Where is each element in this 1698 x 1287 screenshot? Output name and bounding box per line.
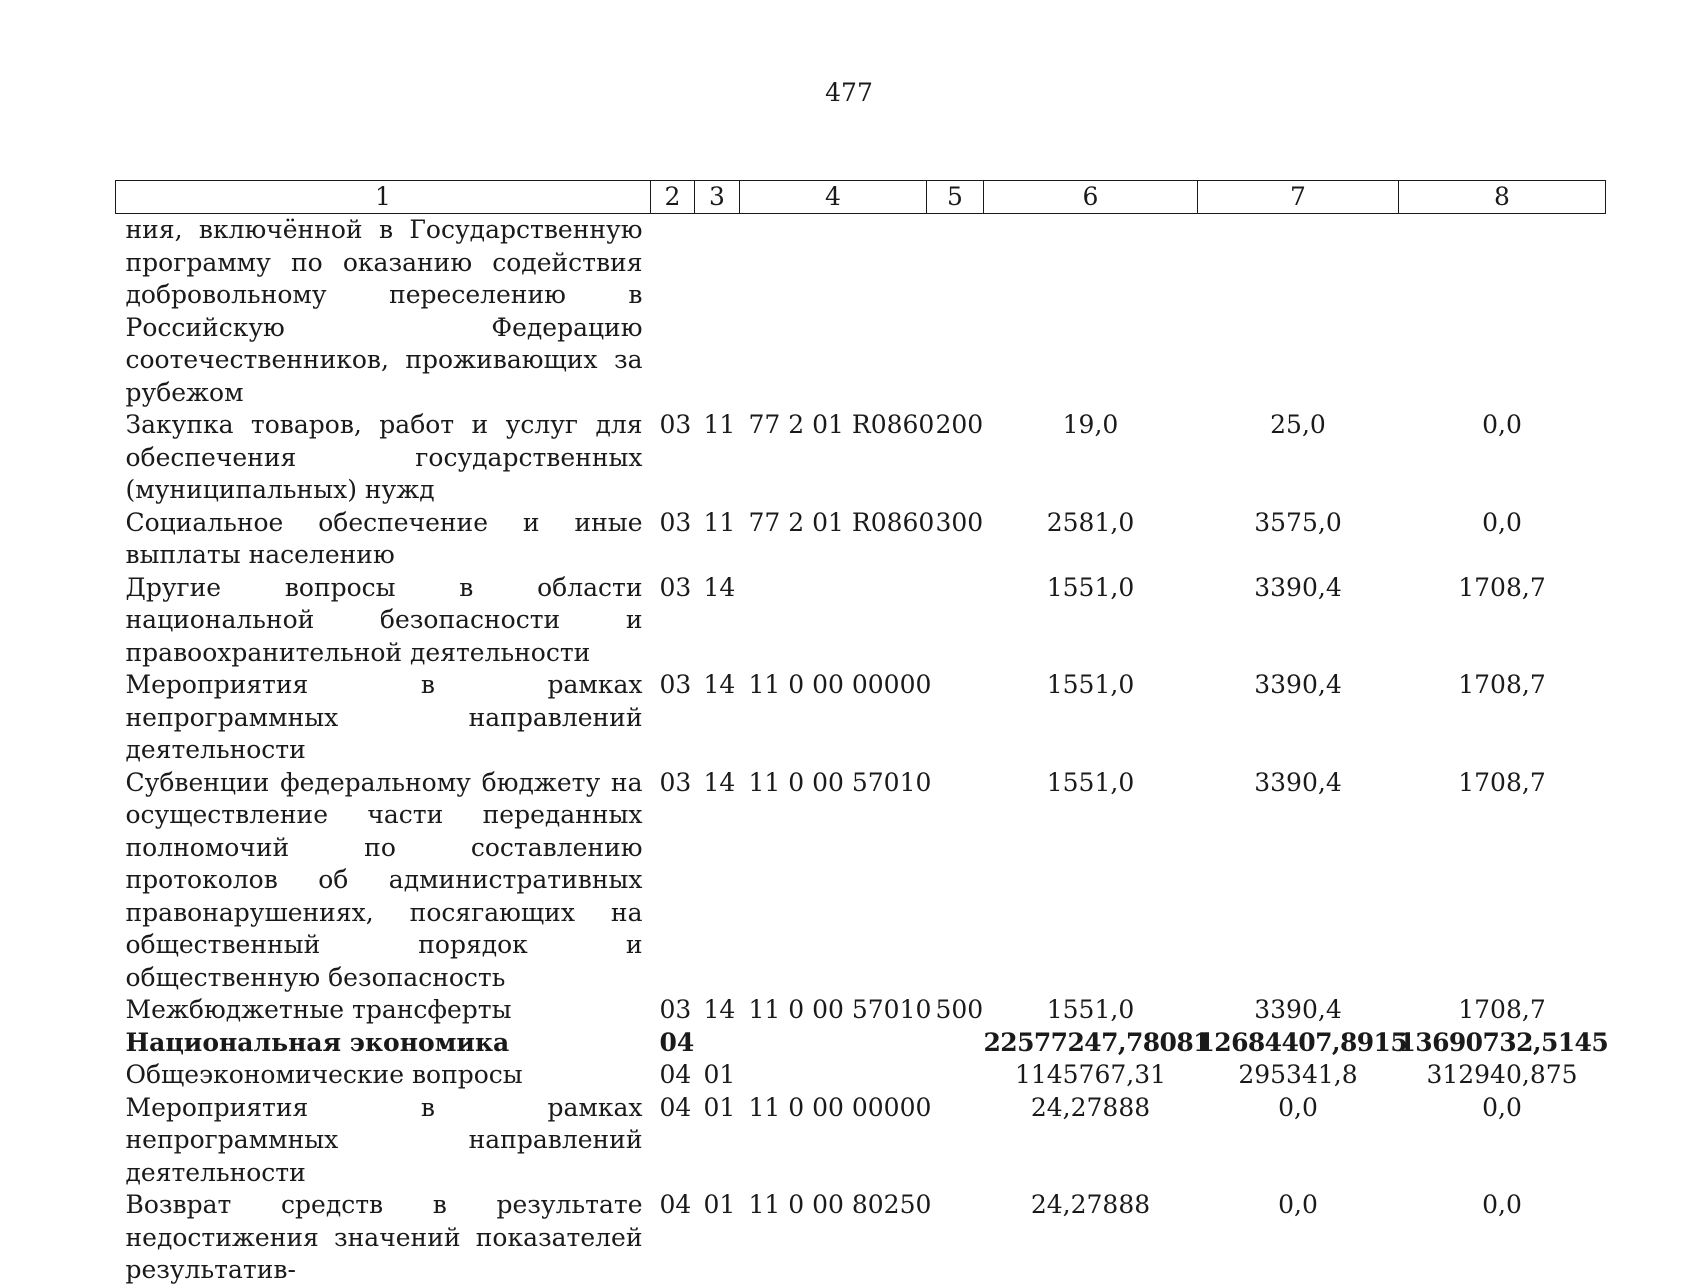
amount-col8-cell: 0,0 (1482, 1092, 1522, 1122)
table-row (116, 572, 1606, 670)
target-article-cell: 11 0 00 57010 (748, 995, 932, 1024)
amount-col8-cell: 1708,7 (1458, 995, 1546, 1024)
target-article-cell: 11 0 00 80250 (748, 1190, 932, 1219)
section-code-cell: 03 (659, 507, 692, 537)
target-article-cell: 77 2 01 R0860 (748, 410, 935, 439)
expense-type-cell (927, 214, 984, 410)
target-article-cell: 11 0 00 00000 (748, 670, 932, 699)
subsection-code-cell: 11 (703, 410, 736, 439)
subsection-code-cell: 01 (703, 1190, 736, 1219)
section-code-cell: 03 (659, 670, 692, 699)
amount-col8-cell: 1708,7 (1458, 572, 1546, 602)
name-cell: Субвенции федеральному бюджету на осуществление части переданных полномочий по составлению протоколов об административных правонарушениях, посягающих на общественный порядок и общественную безопасность (125, 767, 643, 992)
amount-col7-cell: 3390,4 (1254, 995, 1342, 1024)
amount-col8-cell: 13690732,5145 (1398, 1027, 1609, 1057)
subsection-code-cell: 14 (703, 767, 736, 797)
table-row (116, 409, 1606, 507)
name-cell: Межбюджетные трансферты (125, 995, 512, 1024)
amount-col6-cell: 24,27888 (1030, 1092, 1151, 1122)
expense-type-cell: 300 (935, 507, 984, 537)
section-code-cell: 04 (659, 1060, 692, 1089)
amount-col6-cell (984, 214, 1198, 410)
amount-col6-cell: 2581,0 (1046, 507, 1135, 537)
amount-col6-cell: 1145767,31 (1014, 1060, 1167, 1089)
subsection-code-cell: 14 (703, 670, 736, 699)
target-article-cell: 77 2 01 R0860 (748, 507, 935, 537)
subsection-code-cell (695, 214, 740, 410)
expense-type-cell (927, 767, 984, 995)
section-code-cell: 03 (659, 767, 692, 797)
expense-type-cell: 500 (935, 995, 984, 1024)
header-cell-7: 7 (1198, 181, 1399, 214)
expense-type-cell: 200 (935, 410, 984, 439)
header-row (116, 181, 1606, 214)
header-cell-3: 3 (695, 181, 740, 214)
table-row (116, 994, 1606, 1027)
target-article-cell (740, 572, 927, 670)
amount-col8-cell: 0,0 (1482, 507, 1522, 537)
section-code-cell: 04 (659, 1190, 692, 1219)
name-cell: Национальная экономика (125, 1027, 510, 1057)
amount-col8-cell: 0,0 (1482, 410, 1522, 439)
table-row (116, 1092, 1606, 1190)
amount-col6-cell: 1551,0 (1046, 572, 1135, 602)
amount-col7-cell: 3390,4 (1254, 767, 1342, 797)
table-row (116, 767, 1606, 995)
target-article-cell: 11 0 00 00000 (748, 1092, 932, 1122)
expense-type-cell (927, 1027, 984, 1060)
name-cell: ния, включённой в Государственную программу по оказанию содействия добровольному переселению в Российскую Федерацию соотечественников, проживающих за рубежом (125, 215, 643, 407)
section-code-cell: 04 (659, 1092, 692, 1122)
amount-col6-cell: 22577247,78081 (983, 1027, 1210, 1057)
subsection-code-cell: 01 (703, 1092, 736, 1122)
amount-col8-cell: 0,0 (1482, 1190, 1522, 1219)
amount-col7-cell: 0,0 (1278, 1190, 1318, 1219)
amount-col7-cell: 12684407,8915 (1197, 1027, 1408, 1057)
amount-col6-cell: 1551,0 (1046, 670, 1135, 699)
header-cell-8: 8 (1399, 181, 1606, 214)
section-code-cell: 03 (659, 995, 692, 1024)
subsection-code-cell: 14 (703, 995, 736, 1024)
table-body (116, 214, 1609, 1287)
amount-col7-cell: 295341,8 (1238, 1060, 1358, 1089)
header-cell-2: 2 (651, 181, 695, 214)
target-article-cell: 11 0 00 57010 (748, 767, 932, 797)
amount-col7-cell (1198, 214, 1399, 410)
section-code-cell (651, 214, 695, 410)
table-row (116, 1027, 1606, 1060)
expense-type-cell (927, 669, 984, 767)
name-cell: Общеэкономические вопросы (125, 1060, 523, 1089)
amount-col6-cell: 1551,0 (1046, 995, 1135, 1024)
amount-col7-cell: 25,0 (1270, 410, 1326, 439)
subsection-code-cell (695, 1027, 740, 1060)
expense-type-cell (927, 1189, 984, 1287)
table-row (116, 1059, 1606, 1092)
expense-type-cell (927, 1092, 984, 1190)
section-code-cell: 03 (659, 410, 692, 439)
name-cell: Мероприятия в рамках непрограммных направлений деятельности (125, 670, 643, 764)
target-article-cell (740, 214, 927, 410)
name-cell: Другие вопросы в области национальной безопасности и правоохранительной деятельности (125, 572, 643, 667)
amount-col6-cell: 1551,0 (1046, 767, 1135, 797)
subsection-code-cell: 11 (703, 507, 736, 537)
amount-col6-cell: 19,0 (1062, 410, 1119, 439)
header-cell-6: 6 (984, 181, 1198, 214)
section-code-cell: 04 (659, 1027, 695, 1057)
table-row (116, 669, 1606, 767)
expense-type-cell (927, 1059, 984, 1092)
amount-col7-cell: 3390,4 (1254, 572, 1342, 602)
name-cell: Закупка товаров, работ и услуг для обеспечения государственных (муниципальных) нужд (125, 410, 643, 504)
subsection-code-cell: 01 (703, 1060, 736, 1089)
budget-table (115, 180, 1609, 1287)
header-cell-1: 1 (116, 181, 651, 214)
table-row (116, 507, 1606, 572)
amount-col8-cell: 312940,875 (1426, 1060, 1578, 1089)
section-code-cell: 03 (659, 572, 692, 602)
name-cell: Социальное обеспечение и иные выплаты населению (125, 507, 643, 569)
target-article-cell (740, 1059, 927, 1092)
amount-col7-cell: 3390,4 (1254, 670, 1342, 699)
name-cell: Мероприятия в рамках непрограммных направлений деятельности (125, 1092, 643, 1187)
table-header (116, 181, 1606, 214)
amount-col8-cell: 1708,7 (1458, 767, 1546, 797)
header-cell-5: 5 (927, 181, 984, 214)
expense-type-cell (927, 572, 984, 670)
amount-col6-cell: 24,27888 (1030, 1190, 1151, 1219)
amount-col8-cell (1399, 214, 1606, 410)
page-number: 477 (825, 78, 873, 107)
table-row (116, 1189, 1606, 1287)
subsection-code-cell: 14 (703, 572, 736, 602)
table-row (116, 214, 1606, 410)
amount-col7-cell: 3575,0 (1254, 507, 1342, 537)
amount-col7-cell: 0,0 (1278, 1092, 1318, 1122)
target-article-cell (740, 1027, 927, 1060)
amount-col8-cell: 1708,7 (1458, 670, 1546, 699)
header-cell-4: 4 (740, 181, 927, 214)
name-cell: Возврат средств в результате недостижения значений показателей результатив- (125, 1190, 643, 1284)
